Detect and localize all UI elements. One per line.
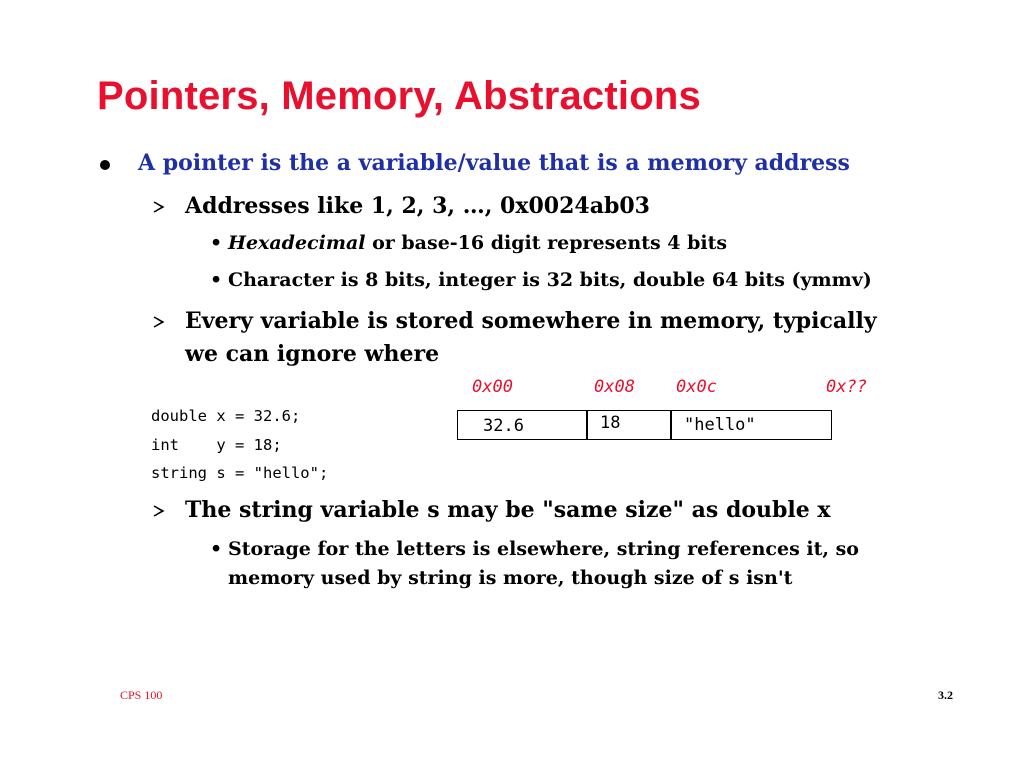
bullet-dot-icon bbox=[100, 160, 110, 170]
address-label: 0x08 bbox=[594, 377, 635, 397]
sub-bullet-addresses: Addresses like 1, 2, 3, …, 0x0024ab03 bbox=[185, 193, 650, 219]
item-sizes: Character is 8 bits, integer is 32 bits, double 64 bits (ymmv) bbox=[228, 269, 872, 291]
chevron-arrow-icon bbox=[152, 315, 166, 329]
memory-cell-double: 32.6 bbox=[457, 410, 588, 440]
sub-bullet-variable-stored-line1: Every variable is stored somewhere in memory, typically bbox=[185, 308, 877, 334]
sub-bullet-string-size: The string variable s may be "same size" as double x bbox=[185, 497, 831, 523]
address-label: 0x?? bbox=[826, 377, 867, 397]
chevron-arrow-icon bbox=[152, 504, 166, 518]
code-line: string s = "hello"; bbox=[151, 464, 329, 482]
address-label: 0x00 bbox=[472, 377, 513, 397]
footer-page-number: 3.2 bbox=[938, 688, 953, 702]
memory-cell-int: 18 bbox=[586, 410, 672, 440]
code-line: int y = 18; bbox=[151, 436, 282, 454]
item-hexadecimal bbox=[228, 232, 727, 254]
item-storage-line1: Storage for the letters is elsewhere, string references it, so bbox=[228, 538, 859, 560]
item-dot-icon: • bbox=[210, 232, 223, 254]
slide-title: Pointers, Memory, Abstractions bbox=[97, 74, 701, 118]
item-dot-icon: • bbox=[210, 538, 223, 560]
hexadecimal-emphasis: Hexadecimal bbox=[228, 232, 366, 254]
code-line: double x = 32.6; bbox=[151, 407, 301, 425]
chevron-arrow-icon bbox=[152, 200, 166, 214]
address-label: 0x0c bbox=[676, 377, 717, 397]
bullet-pointer-definition: A pointer is the a variable/value that is a memory address bbox=[138, 150, 850, 176]
memory-cell-string: "hello" bbox=[670, 410, 832, 440]
item-storage-line2: memory used by string is more, though size of s isn't bbox=[228, 567, 793, 589]
item-dot-icon: • bbox=[210, 269, 223, 291]
hexadecimal-rest: or base-16 digit represents 4 bits bbox=[365, 232, 728, 254]
sub-bullet-variable-stored-line2: we can ignore where bbox=[185, 341, 440, 367]
footer-course: CPS 100 bbox=[120, 688, 163, 702]
